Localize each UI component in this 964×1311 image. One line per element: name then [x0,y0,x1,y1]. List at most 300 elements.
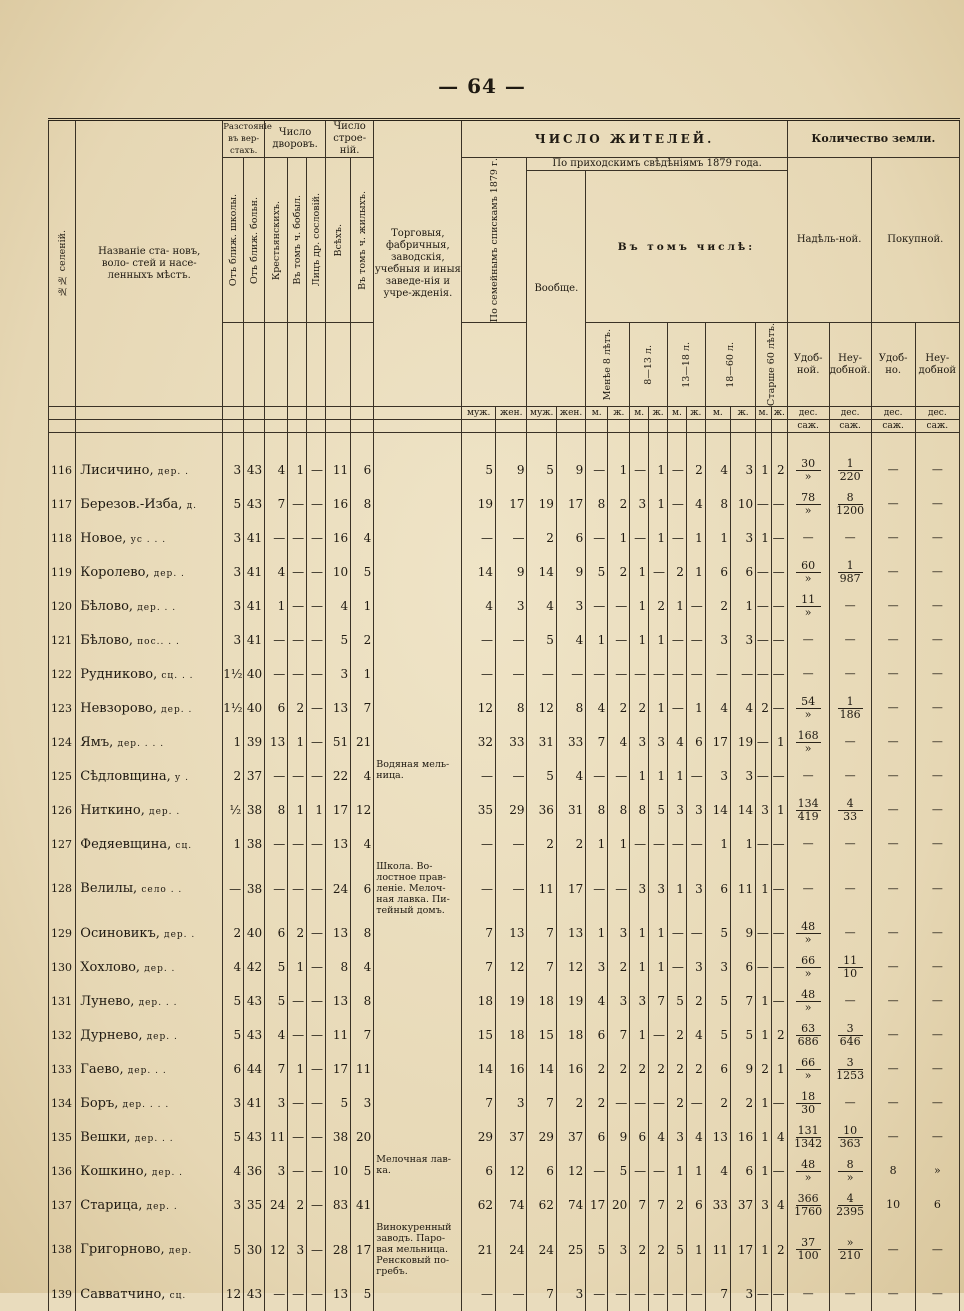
cell-y2: — [288,1086,307,1120]
cell-y2: 1 [288,793,307,827]
land-purchased-nonarable: — [915,521,959,555]
table-row [49,950,960,984]
cell-b1: 10 [326,1154,351,1188]
cell-pm: 5 [527,759,556,793]
cell-pm: 7 [527,950,556,984]
settlement-kind: дер. . [161,704,193,715]
trade-establishments [374,950,462,984]
cell-a1f: 20 [608,1188,630,1222]
cell-a5m: — [756,916,772,950]
cell-a3m: 5 [668,1222,687,1277]
cell-a5f: — [771,691,787,725]
land-value-bottom: 33 [843,809,858,823]
cell-a2m: 1 [630,950,649,984]
cell-a2f: 2 [649,1222,668,1277]
land-purchased-nonarable: — [915,1018,959,1052]
cell-a1m: 6 [586,1018,608,1052]
land-value-top: — [802,1287,814,1301]
land-value-top: 11 [796,594,821,607]
cell-a4m: 1 [705,827,730,861]
land-value-bottom: » [804,932,812,946]
land-purchased-arable: — [871,827,915,861]
cell-y3: — [307,589,326,623]
land-value-bottom: 100 [797,1249,819,1263]
settlement-name-text: Невзорово, [80,700,157,716]
land-value-bottom: 987 [839,571,861,585]
cell-a5m: — [756,759,772,793]
row-number: 119 [49,555,76,589]
cell-a1m: — [586,453,608,487]
cell-y2: 2 [288,916,307,950]
cell-ff: 9 [496,453,527,487]
cell-a1m: — [586,1154,608,1188]
cell-a5f: — [771,521,787,555]
cell-a5m: 1 [756,1222,772,1277]
land-value-bottom: 1342 [794,1136,823,1150]
cell-a5m: 1 [756,984,772,1018]
cell-fm: 21 [462,1222,496,1277]
cell-a1f: — [608,589,630,623]
cell-a3m: 3 [668,793,687,827]
cell-b2: 3 [351,1086,374,1120]
row-number: 125 [49,759,76,793]
cell-d1: 3 [223,453,244,487]
land-value-top: 3 [838,1057,863,1070]
cell-a1f: 3 [608,916,630,950]
cell-a2f: 3 [649,861,668,916]
cell-a3m: — [668,827,687,861]
cell-a3f: — [686,589,705,623]
cell-pm: 18 [527,984,556,1018]
header-trade: Торговыя, фабричныя, заводскія, учебныя и иныя заведе-нія и учре-жденія. [374,120,462,407]
settlement-kind: дер. . . [137,602,177,613]
cell-a4f: 1 [730,589,755,623]
cell-a5f: 1 [771,793,787,827]
land-value-bottom: » [804,503,812,517]
cell-a5f: — [771,589,787,623]
settlement-kind: дер. . . [127,1065,167,1076]
cell-d2: 37 [244,759,265,793]
cell-a4f: 19 [730,725,755,759]
cell-y3: — [307,725,326,759]
cell-ff: — [496,1277,527,1311]
cell-y3: — [307,691,326,725]
cell-pf: 4 [556,759,585,793]
land-purchased-nonarable: 6 [915,1188,959,1222]
header-buildings-living: Въ томъ ч. жилыхъ. [351,158,374,323]
land-purchased-arable: — [871,759,915,793]
header-age-13-18: 13—18 л. [668,323,706,407]
cell-a5f: 4 [771,1188,787,1222]
cell-b2: 5 [351,1154,374,1188]
land-purchased-nonarable: — [915,861,959,916]
cell-a5f: — [771,916,787,950]
settlement-name-text: Гаево, [80,1061,124,1077]
cell-a3f: — [686,1086,705,1120]
header-buildings: Число строе-ній. [326,120,374,158]
cell-d1: 3 [223,1188,244,1222]
cell-a4m: 4 [705,1154,730,1188]
cell-a1f: 2 [608,950,630,984]
cell-d1: 3 [223,589,244,623]
cell-a2m: — [630,827,649,861]
cell-y2: 3 [288,1222,307,1277]
land-value-bottom: » [804,571,812,585]
table-row [49,725,960,759]
cell-a2f: 1 [649,950,668,984]
cell-a4m: 8 [705,487,730,521]
cell-d2: 43 [244,1120,265,1154]
cell-a2f: — [649,1277,668,1311]
cell-a3m: 2 [668,1018,687,1052]
cell-b1: 13 [326,916,351,950]
cell-b1: 16 [326,487,351,521]
land-purchased-nonarable: — [915,1277,959,1311]
land-value-top: — [844,769,856,783]
cell-fm: — [462,521,496,555]
trade-establishments [374,1052,462,1086]
settlement-name-text: Березов.-Изба, [80,496,183,512]
header-d-blank1 [223,323,244,407]
table-row [49,1120,960,1154]
cell-a2m: 1 [630,555,649,589]
cell-a2m: 1 [630,916,649,950]
land-value-top: 366 [797,1191,819,1205]
cell-fm: 6 [462,1154,496,1188]
land-value-top: 4 [838,1193,863,1206]
settlement-kind: дер. . . [138,997,178,1008]
land-allotment-nonarable [829,1277,871,1311]
cell-a3m: — [668,691,687,725]
census-table-wrapper [48,118,960,1302]
land-allotment-arable [787,623,829,657]
cell-a4m: 3 [705,623,730,657]
cell-a1f: 8 [608,793,630,827]
land-allotment-arable [787,950,829,984]
cell-y3: — [307,1052,326,1086]
cell-d2: 40 [244,691,265,725]
cell-fm: 29 [462,1120,496,1154]
cell-fm: — [462,623,496,657]
trade-establishments [374,691,462,725]
cell-a3f: — [686,1277,705,1311]
land-value-top: 131 [797,1123,819,1137]
trade-establishments [374,916,462,950]
settlement-name-text: Рудниково, [80,666,158,682]
cell-b2: 4 [351,521,374,555]
settlement-name [76,984,223,1018]
header-age-lt8: Менѣе 8 лѣтъ. [586,323,630,407]
cell-a1f: — [608,1086,630,1120]
cell-a4m: 17 [705,725,730,759]
settlement-name-text: Новое, [80,530,127,546]
land-value-top: — [844,837,856,851]
cell-a3m: — [668,487,687,521]
cell-a3f: 6 [686,725,705,759]
cell-a4f: 16 [730,1120,755,1154]
land-purchased-arable: — [871,1052,915,1086]
cell-a1f: 7 [608,1018,630,1052]
trade-establishments [374,555,462,589]
cell-b1: 3 [326,657,351,691]
cell-pf: 74 [556,1188,585,1222]
cell-a3f: — [686,827,705,861]
settlement-kind: дер. . . . [122,1099,170,1110]
cell-b2: 7 [351,1018,374,1052]
land-value-top: — [844,735,856,749]
header-buildings-all: Всѣхъ. [326,158,351,323]
settlement-name [76,657,223,691]
table-row [49,1018,960,1052]
cell-y3: — [307,916,326,950]
land-allotment-nonarable [829,984,871,1018]
cell-pm: 2 [527,827,556,861]
cell-a4m: 6 [705,1052,730,1086]
cell-y1: 24 [265,1188,288,1222]
cell-a3m: 4 [668,725,687,759]
cell-a1m: 7 [586,725,608,759]
cell-ff: 37 [496,1120,527,1154]
settlement-name [76,487,223,521]
cell-fm: 4 [462,589,496,623]
cell-y1: 4 [265,1018,288,1052]
cell-a5m: — [756,725,772,759]
table-row [49,984,960,1018]
cell-a1m: 6 [586,1120,608,1154]
land-allotment-nonarable [829,555,871,589]
settlement-kind: у . [174,772,189,783]
land-value-bottom: 210 [839,1249,861,1263]
cell-pm: 15 [527,1018,556,1052]
row-number: 134 [49,1086,76,1120]
settlement-kind: дер. . [157,466,189,477]
cell-a3f: 4 [686,487,705,521]
cell-a2m: 6 [630,1120,649,1154]
cell-b2: 11 [351,1052,374,1086]
cell-pm: 2 [527,521,556,555]
land-purchased-arable: — [871,1018,915,1052]
land-value-top: — [802,769,814,783]
cell-a1f: 2 [608,1052,630,1086]
land-value-top: 48 [796,989,821,1002]
cell-a4f: 3 [730,521,755,555]
cell-d1: 5 [223,487,244,521]
cell-a2m: — [630,453,649,487]
header-d-blank2 [244,323,265,407]
cell-a1m: 17 [586,1188,608,1222]
cell-a1f: 4 [608,725,630,759]
land-allotment-nonarable [829,916,871,950]
cell-a1f: 2 [608,555,630,589]
cell-pf: 19 [556,984,585,1018]
land-allotment-arable [787,916,829,950]
cell-a1m: 4 [586,984,608,1018]
settlement-name [76,1222,223,1277]
land-value-bottom: 186 [839,707,861,721]
cell-a1f: 5 [608,1154,630,1188]
cell-b1: 5 [326,623,351,657]
land-purchased-nonarable: — [915,589,959,623]
cell-a5m: — [756,487,772,521]
settlement-name [76,1086,223,1120]
cell-pf: — [556,657,585,691]
table-row [49,691,960,725]
cell-a3m: 3 [668,1120,687,1154]
cell-ff: 74 [496,1188,527,1222]
land-value-top: — [844,881,856,895]
cell-a4f: 14 [730,793,755,827]
settlement-kind: дер. [168,1246,193,1257]
cell-pm: 12 [527,691,556,725]
cell-b2: 2 [351,623,374,657]
cell-y1: 8 [265,793,288,827]
cell-a4f: 7 [730,984,755,1018]
row-number: 130 [49,950,76,984]
units-row: муж. жен. муж. жен. м. ж. м. ж. м. ж. м. ж. м. ж. дес. дес. дес. дес. [49,407,960,420]
cell-d2: 41 [244,555,265,589]
cell-ff: 3 [496,1086,527,1120]
trade-establishments [374,1086,462,1120]
cell-a1m: 5 [586,555,608,589]
settlement-name-text: Хохлово, [80,959,141,975]
settlement-name [76,521,223,555]
cell-a2f: 1 [649,521,668,555]
cell-y3: 1 [307,793,326,827]
land-value-bottom: 419 [797,809,819,823]
cell-a3m: — [668,453,687,487]
land-value-bottom: » [804,741,812,755]
cell-a1f: 3 [608,1222,630,1277]
cell-a4m: 6 [705,861,730,916]
cell-a1m: 3 [586,950,608,984]
cell-a5m: 3 [756,793,772,827]
land-value-top: — [802,633,814,647]
cell-a5m: 1 [756,453,772,487]
row-number: 139 [49,1277,76,1311]
cell-b1: 24 [326,861,351,916]
trade-establishments [374,1018,462,1052]
cell-a2m: — [630,1154,649,1188]
header-number: №№ селеній. [49,120,76,407]
land-value-top: — [844,926,856,940]
cell-ff: — [496,861,527,916]
settlement-name-text: Сѣдловщина, [80,768,171,784]
land-value-bottom: 1253 [836,1068,865,1082]
cell-y1: 7 [265,1052,288,1086]
cell-ff: 17 [496,487,527,521]
cell-y3: — [307,1154,326,1188]
cell-a1m: 8 [586,487,608,521]
land-allotment-arable [787,1052,829,1086]
cell-a4f: 10 [730,487,755,521]
cell-pf: 18 [556,1018,585,1052]
header-nonarable: Неу-добной. [829,323,871,407]
cell-y3: — [307,521,326,555]
settlement-name [76,1120,223,1154]
cell-pm: 6 [527,1154,556,1188]
cell-a3m: 5 [668,984,687,1018]
cell-a2f: 1 [649,916,668,950]
header-age-gt60: Старше 60 лѣтъ. [756,323,788,407]
cell-a3f: 3 [686,950,705,984]
land-value-top: 11 [838,955,863,968]
land-value-top: — [844,633,856,647]
cell-d1: 3 [223,521,244,555]
cell-ff: 24 [496,1222,527,1277]
cell-a5m: 1 [756,521,772,555]
cell-a3f: — [686,759,705,793]
cell-a4m: 4 [705,453,730,487]
land-value-top: 60 [796,560,821,573]
row-number: 123 [49,691,76,725]
land-purchased-arable: — [871,861,915,916]
cell-a5f: 2 [771,1018,787,1052]
land-value-top: — [802,531,814,545]
land-allotment-arable [787,827,829,861]
cell-d1: 3 [223,555,244,589]
header-in-total: Вообще. [527,171,586,407]
cell-a2f: 2 [649,589,668,623]
cell-y2: 1 [288,453,307,487]
cell-a4m: 3 [705,759,730,793]
cell-a3f: 3 [686,793,705,827]
cell-a1m: — [586,521,608,555]
cell-a1m: — [586,861,608,916]
land-allotment-nonarable [829,827,871,861]
cell-a3f: — [686,623,705,657]
cell-a3m: 2 [668,555,687,589]
land-allotment-nonarable [829,793,871,827]
cell-pf: 2 [556,1086,585,1120]
cell-a5m: 1 [756,1086,772,1120]
cell-b2: 17 [351,1222,374,1277]
cell-d2: 44 [244,1052,265,1086]
cell-a1m: 4 [586,691,608,725]
cell-a4m: 14 [705,793,730,827]
cell-fm: 19 [462,487,496,521]
cell-d1: 5 [223,1222,244,1277]
cell-pf: 3 [556,1277,585,1311]
header-age-18-60: 18—60 л. [705,323,755,407]
cell-a1f: 2 [608,487,630,521]
cell-fm: — [462,827,496,861]
cell-b1: 83 [326,1188,351,1222]
cell-b2: 1 [351,657,374,691]
cell-pf: 31 [556,793,585,827]
cell-d2: 43 [244,453,265,487]
cell-a2m: — [630,1277,649,1311]
cell-a2m: 1 [630,589,649,623]
cell-a2f: — [649,555,668,589]
trade-establishments [374,1188,462,1222]
header-parish: По приходскимъ свѣдѣніямъ 1879 года. [527,158,787,171]
cell-fm: 5 [462,453,496,487]
land-value-top: 48 [796,1159,821,1172]
table-row [49,487,960,521]
land-value-top: 168 [797,728,819,742]
table-row [49,861,960,916]
cell-a4m: 4 [705,691,730,725]
cell-a4m: 7 [705,1277,730,1311]
cell-a5m: 3 [756,1188,772,1222]
settlement-name-text: Ямъ, [80,734,114,750]
land-value-top: 63 [796,1023,821,1036]
land-purchased-nonarable: — [915,827,959,861]
cell-a5f: — [771,1086,787,1120]
settlement-name-text: Боръ, [80,1095,119,1111]
settlement-name [76,793,223,827]
cell-b1: 10 [326,555,351,589]
